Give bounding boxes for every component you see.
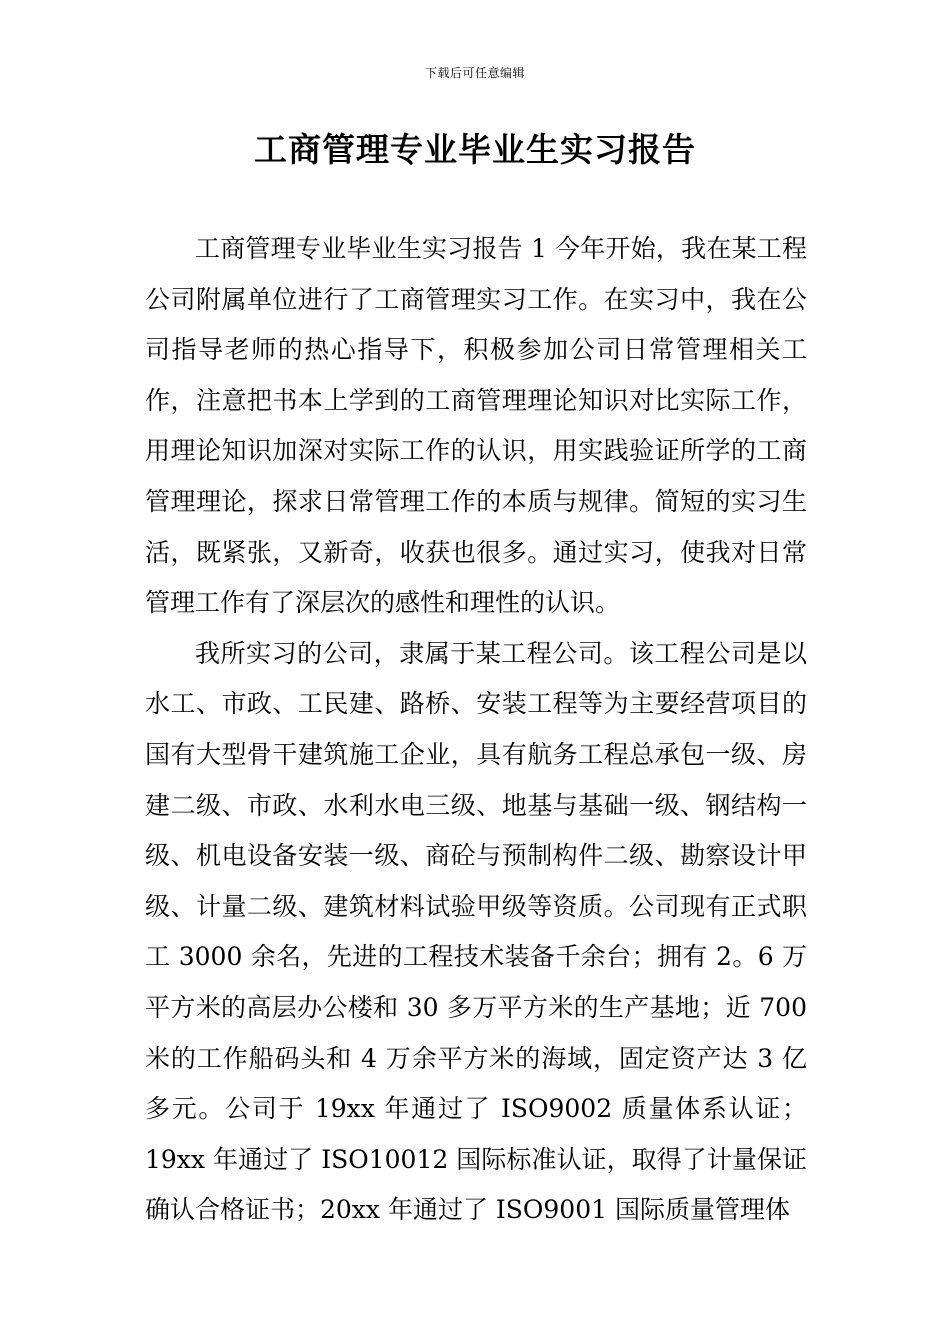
paragraph-2: 我所实习的公司，隶属于某工程公司。该工程公司是以水工、市政、工民建、路桥、安装工程等为主要经营项目的国有大型骨干建筑施工企业，具有航务工程总承包一级、房建二级、市政、水利水电三级、地基与基础一级、钢结构一级、机电设备安装一级、商砼与预制构件二级、勘察设计甲级、计量二级、建筑材料试验甲级等资质。公司现有正式职工 3000 余名，先进的工程技术装备千余台；拥有 2。6 万平方米的高层办公楼和 30 多万平方米的生产基地；近 700 米的工作船码头和 4 万余平方米的海域，固定资产达 3 亿多元。公司于 19xx 年通过了 ISO9002 质量体系认证；19xx 年通过了 ISO10012 国际标准认证，取得了计量保证确认合格证书；20xx 年通过了 ISO9001 国际质量管理体: [145, 638, 807, 1225]
document-title: 工商管理专业毕业生实习报告: [254, 130, 696, 169]
document-body: [145, 224, 807, 1236]
paragraph-1: 工商管理专业毕业生实习报告 1 今年开始，我在某工程公司附属单位进行了工商管理实习工作。在实习中，我在公司指导老师的热心指导下，积极参加公司日常管理相关工作，注意把书本上学到的工商管理理论知识对比实际工作，用理论知识加深对实际工作的认识，用实践验证所学的工商管理理论，探求日常管理工作的本质与规律。简短的实习生活，既紧张，又新奇，收获也很多。通过实习，使我对日常管理工作有了深层次的感性和理性的认识。: [145, 234, 807, 618]
header-note: 下载后可任意编辑: [424, 66, 525, 80]
